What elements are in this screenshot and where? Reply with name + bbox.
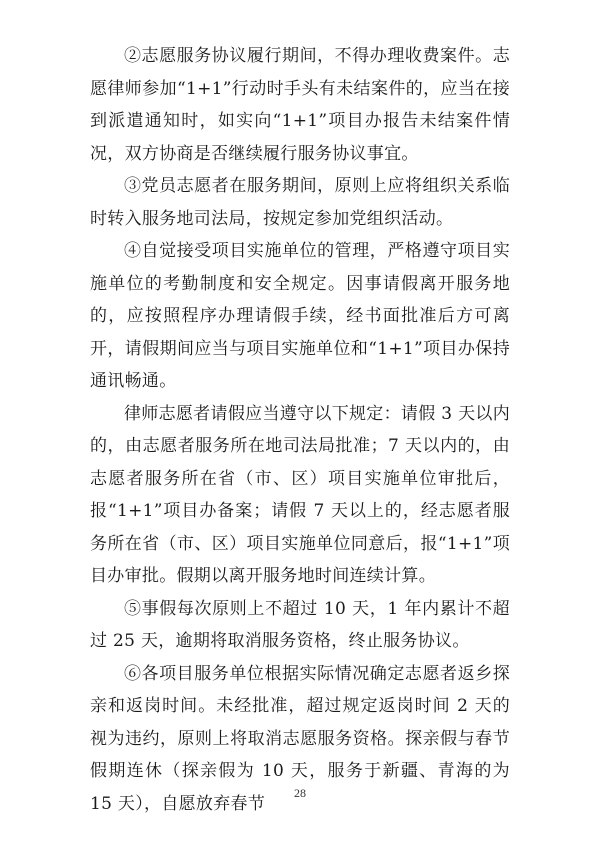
page-number: 28 bbox=[294, 786, 306, 800]
paragraph-rule-4: ④自觉接受项目实施单位的管理，严格遵守项目实施单位的考勤制度和安全规定。因事请假离开服务地的，应按照程序办理请假手续，经书面批准后方可离开，请假期间应当与项目实施单位和“1+1”项目办保持通讯畅通。 bbox=[90, 241, 510, 391]
paragraph-rule-2: ②志愿服务协议履行期间，不得办理收费案件。志愿律师参加“1+1”行动时手头有未结案件的，应当在接到派遣通知时，如实向“1+1”项目办报告未结案件情况，双方协商是否继续履行服务协议事宜。 bbox=[90, 46, 510, 164]
paragraph-leave-rules: 律师志愿者请假应当遵守以下规定：请假 3 天以内的，由志愿者服务所在地司法局批准；7 天以内的，由志愿者服务所在省（市、区）项目实施单位审批后，报“1+1”项目办备案；请假 7 天以上的，经志愿者服务所在省（市、区）项目实施单位同意后，报“1+1”项目办审批。假期以离开服务地时间连续计算。 bbox=[90, 403, 510, 586]
paragraph-rule-6: ⑥各项目服务单位根据实际情况确定志愿者返乡探亲和返岗时间。未经批准，超过规定返岗时间 2 天的视为违约，原则上将取消志愿服务资格。探亲假与春节假期连休（探亲假为 10 天，服务于新疆、青海的为 15 天），自愿放弃春节 bbox=[90, 663, 510, 814]
paragraph-rule-3: ③党员志愿者在服务期间，原则上应将组织关系临时转入服务地司法局，按规定参加党组织活动。 bbox=[90, 176, 510, 229]
paragraph-rule-5: ⑤事假每次原则上不超过 10 天，1 年内累计不超过 25 天，逾期将取消服务资格，终止服务协议。 bbox=[90, 598, 510, 651]
body-text bbox=[90, 40, 510, 820]
